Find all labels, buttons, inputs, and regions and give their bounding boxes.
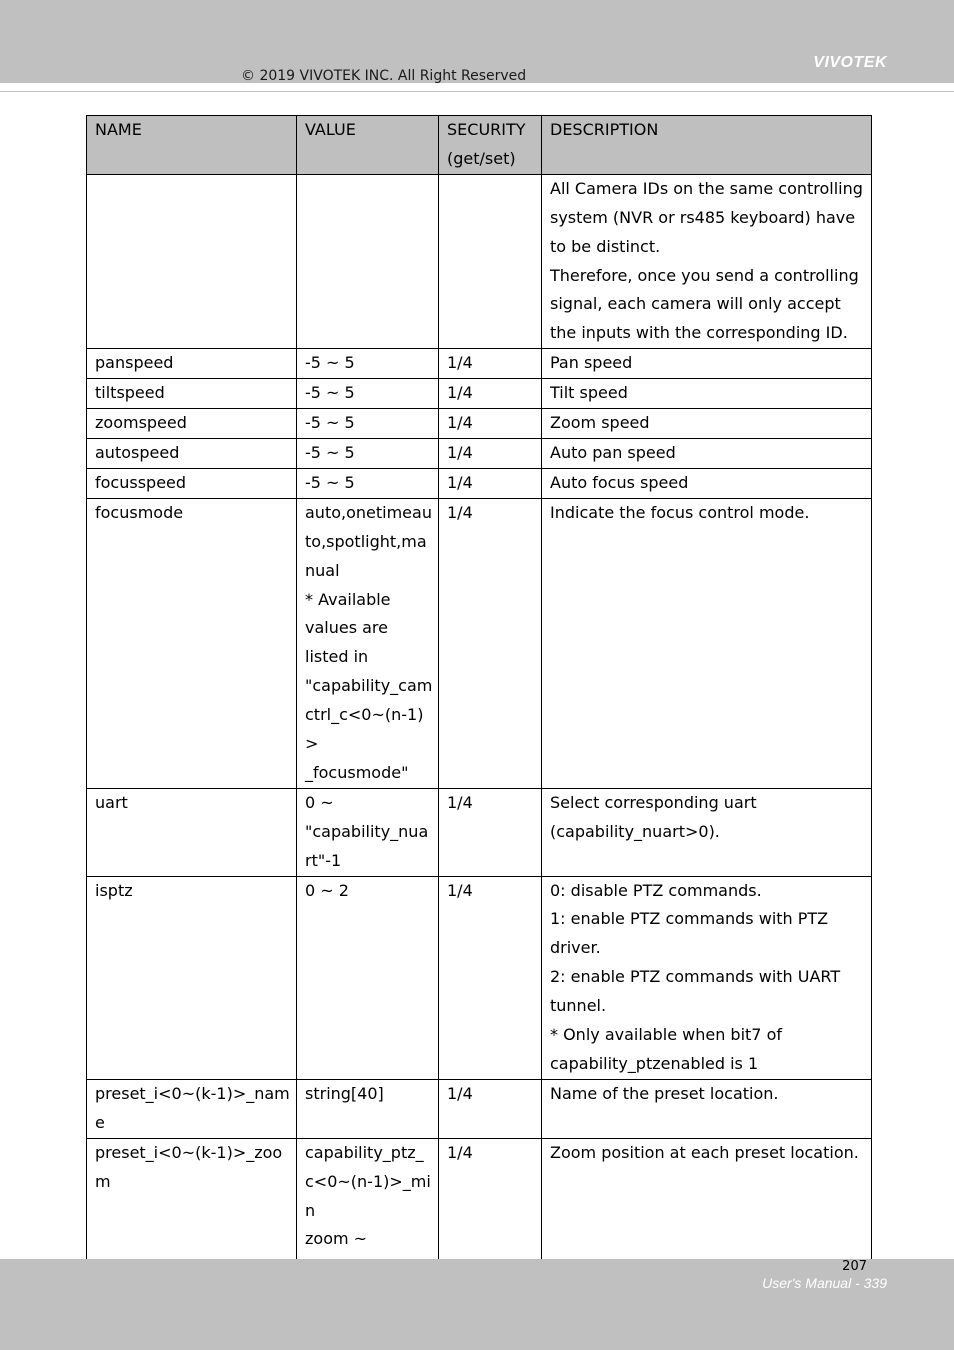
cell-name: panspeed: [87, 349, 297, 379]
cell-description-line: 0: disable PTZ commands.: [550, 880, 762, 900]
column-header-value: VALUE: [297, 116, 439, 175]
cell-name: isptz: [87, 876, 297, 1079]
table-row: [87, 379, 872, 409]
cell-name: focusmode: [87, 498, 297, 788]
cell-value-line: to,spotlight,ma: [305, 531, 427, 551]
cell-security: [439, 174, 542, 348]
cell-value-line: values are: [305, 618, 388, 638]
cell-description-line: Zoom position at each preset location.: [550, 1142, 859, 1162]
cell-name: tiltspeed: [87, 379, 297, 409]
cell-security: 1/4: [439, 468, 542, 498]
cell-description-line: All Camera IDs on the same controlling system (NVR or rs485 keyboard) have to be distinct.: [550, 178, 863, 256]
cell-value-line: listed in: [305, 647, 369, 667]
cell-value: [297, 1079, 439, 1138]
cell-value-line: -5 ~ 5: [305, 442, 355, 462]
manual-page-label: User's Manual - 339: [762, 1275, 887, 1291]
cell-value-line: auto,onetimeau: [305, 502, 432, 522]
cell-value: [297, 498, 439, 788]
cell-description: [542, 468, 872, 498]
cell-description-line: Therefore, once you send a controlling signal, each camera will only accept the inputs with the corresponding ID.: [550, 265, 859, 343]
cell-description-line: Select corresponding uart (capability_nuart>0).: [550, 792, 757, 841]
table-row: [87, 349, 872, 379]
cell-value-line: 0 ~: [305, 792, 334, 812]
cell-description: [542, 788, 872, 876]
cell-security: 1/4: [439, 876, 542, 1079]
cell-name: [87, 174, 297, 348]
cell-description-line: 2: enable PTZ commands with UART tunnel.: [550, 967, 841, 1016]
cell-value-line: * Available: [305, 589, 391, 609]
cell-security: 1/4: [439, 788, 542, 876]
cell-description: [542, 379, 872, 409]
cell-description-line: Name of the preset location.: [550, 1083, 779, 1103]
column-header-description: DESCRIPTION: [542, 116, 872, 175]
table-row: [87, 788, 872, 876]
cell-value-line: string[40]: [305, 1083, 384, 1103]
table-row: [87, 876, 872, 1079]
cell-value-line: -5 ~ 5: [305, 413, 355, 433]
cell-security: 1/4: [439, 1138, 542, 1341]
cell-description-line: Auto focus speed: [550, 472, 689, 492]
page-number: 207: [842, 1259, 867, 1274]
table-header-row: [87, 116, 872, 175]
page-footer: [0, 1259, 954, 1350]
brand-logo-text: VIVOTEK: [813, 54, 887, 71]
cell-value-line: -5 ~ 5: [305, 353, 355, 373]
cell-value-line: 0 ~ 2: [305, 880, 349, 900]
cell-value-line: capability_ptz_: [305, 1142, 424, 1162]
cell-value-line: rt"-1: [305, 850, 342, 870]
cell-description-line: Indicate the focus control mode.: [550, 502, 810, 522]
table-row: [87, 409, 872, 439]
cell-value: [297, 876, 439, 1079]
cell-description: [542, 498, 872, 788]
cell-value: [297, 379, 439, 409]
cell-value-line: ctrl_c<0~(n-1)>: [305, 705, 424, 754]
cell-name: preset_i<0~(k-1)>_zoom: [87, 1138, 297, 1341]
header-divider: [0, 91, 954, 92]
cell-value: [297, 468, 439, 498]
cell-name: autospeed: [87, 438, 297, 468]
cell-value-line: -5 ~ 5: [305, 472, 355, 492]
table-row: [87, 498, 872, 788]
cell-description: [542, 174, 872, 348]
cell-value: [297, 409, 439, 439]
cell-description-line: Tilt speed: [550, 383, 628, 403]
cell-description: [542, 438, 872, 468]
cell-value-line: "capability_cam: [305, 676, 433, 696]
cell-value-line: nual: [305, 560, 340, 580]
cell-value-line: "capability_nua: [305, 821, 429, 841]
cell-description: [542, 349, 872, 379]
cell-description-line: Pan speed: [550, 353, 633, 373]
column-header-security: SECURITY (get/set): [439, 116, 542, 175]
cell-security: 1/4: [439, 379, 542, 409]
table-body: [87, 174, 872, 1341]
cell-value: [297, 438, 439, 468]
cell-security: 1/4: [439, 438, 542, 468]
cell-name: focusspeed: [87, 468, 297, 498]
cell-name: preset_i<0~(k-1)>_name: [87, 1079, 297, 1138]
cell-value-line: c<0~(n-1)>_min: [305, 1171, 431, 1220]
cell-value: [297, 788, 439, 876]
cell-security: 1/4: [439, 349, 542, 379]
table-row: [87, 1079, 872, 1138]
cell-description-line: Zoom speed: [550, 413, 650, 433]
parameter-table: [86, 115, 872, 1342]
column-header-name: NAME: [87, 116, 297, 175]
cell-security: 1/4: [439, 498, 542, 788]
cell-name: zoomspeed: [87, 409, 297, 439]
cell-description: [542, 1079, 872, 1138]
cell-description: [542, 409, 872, 439]
cell-security: 1/4: [439, 409, 542, 439]
cell-value-line: zoom ~: [305, 1229, 368, 1249]
copyright-text: © 2019 VIVOTEK INC. All Right Reserved: [241, 68, 527, 84]
cell-description-line: 1: enable PTZ commands with PTZ driver.: [550, 909, 829, 958]
cell-name: uart: [87, 788, 297, 876]
cell-description: [542, 876, 872, 1079]
table-row: [87, 174, 872, 348]
table-row: [87, 438, 872, 468]
cell-security: 1/4: [439, 1079, 542, 1138]
cell-description-line: * Only available when bit7 of capability_ptzenabled is 1: [550, 1025, 782, 1073]
cell-value: [297, 174, 439, 348]
cell-value-line: _focusmode": [305, 762, 409, 782]
cell-description-line: Auto pan speed: [550, 442, 676, 462]
table-row: [87, 468, 872, 498]
cell-value: [297, 349, 439, 379]
cell-value-line: -5 ~ 5: [305, 383, 355, 403]
